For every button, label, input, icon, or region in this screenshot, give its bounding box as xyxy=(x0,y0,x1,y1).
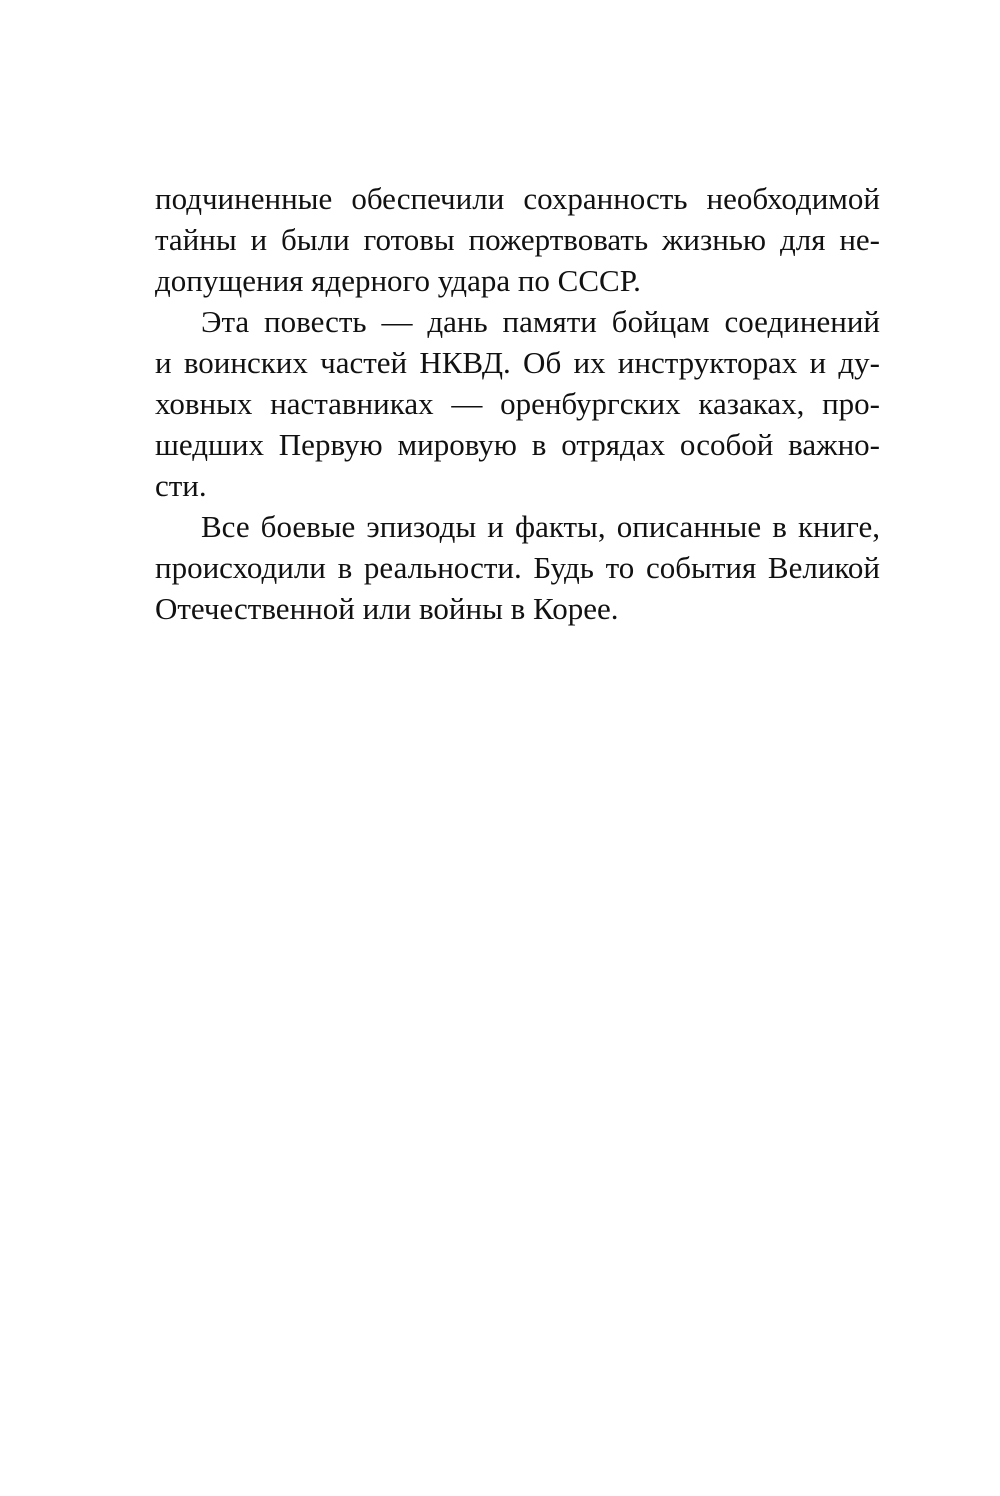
text-line: Отечественной или войны в Корее. xyxy=(155,591,619,626)
text-line: тайны и были готовы пожертвовать жизнью для не- xyxy=(155,222,880,257)
text-line: сти. xyxy=(155,468,207,503)
paragraph-1 xyxy=(155,178,880,301)
text-line: происходили в реальности. Будь то события Великой xyxy=(155,550,880,585)
text-line: шедших Первую мировую в отрядах особой важно- xyxy=(155,427,880,462)
text-line: подчиненные обеспечили сохранность необходимой xyxy=(155,181,880,216)
paragraph-2 xyxy=(155,301,880,506)
text-line: ховных наставниках — оренбургских казаках, про- xyxy=(155,386,880,421)
text-line: допущения ядерного удара по СССР. xyxy=(155,263,641,298)
body-text xyxy=(155,178,880,629)
text-line: Эта повесть — дань памяти бойцам соединений xyxy=(201,304,880,339)
text-line: и воинских частей НКВД. Об их инструкторах и ду- xyxy=(155,345,880,380)
paragraph-3 xyxy=(155,506,880,629)
text-line: Все боевые эпизоды и факты, описанные в книге, xyxy=(201,509,880,544)
